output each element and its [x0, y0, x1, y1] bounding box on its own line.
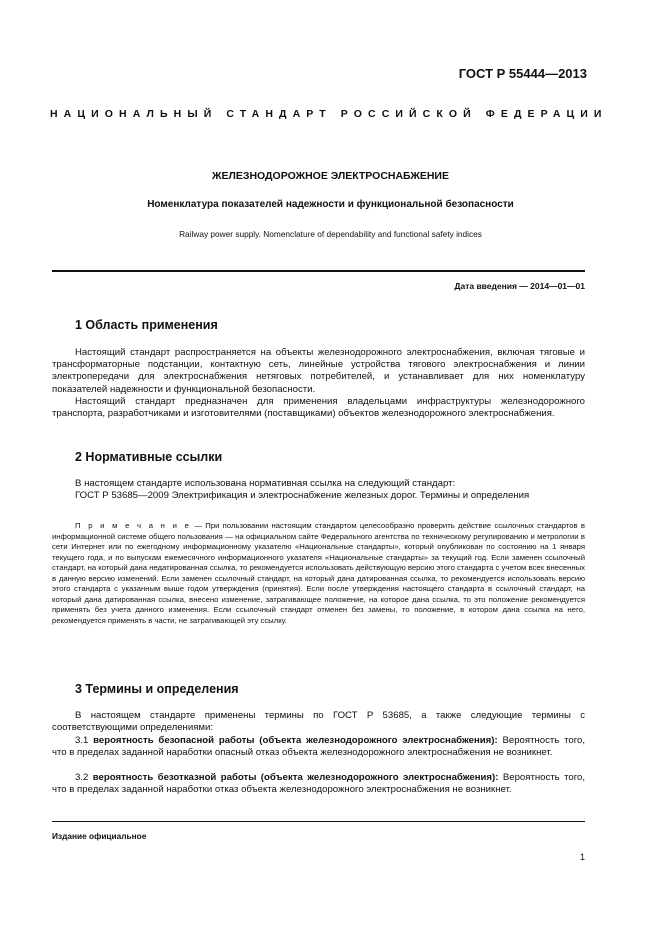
- term-3-2-number: 3.2: [75, 772, 93, 783]
- section-2-heading: 2 Нормативные ссылки: [75, 450, 223, 464]
- footer-divider: [52, 821, 585, 822]
- page-number: 1: [579, 852, 585, 862]
- section-2-note: [52, 521, 585, 626]
- note-text: — При пользовании настоящим стандартом целесообразно проверить действие ссылочных стандартов в информационной системе общего пользования — на официальном сайте Федерального агентства по техническому регулированию и метрологии в сети Интернет или по ежегодному информационному указателю «Национальные стандарты», который опубликован по состоянию на 1 января текущего года, и по выпускам ежемесячного информационного указателя «Национальные стандарты» за текущий год. Если заменен ссылочный стандарт, на который дана недатированная ссылка, то рекомендуется использовать действующую версию этого стандарта с учетом всех внесенных в данную версию изменений. Если заменен ссылочный стандарт, на который дана датированная ссылка, то рекомендуется использовать версию этого стандарта с указанным выше годом утверждения (принятия). Если после утверждения настоящего стандарта в ссылочный стандарт, на который дана датированная ссылка, внесено изменение, затрагивающее положение, на которое дана ссылка, то это положение рекомендуется применять без учета данного изменения. Если ссылочный стандарт отменен без замены, то положение, в котором дана ссылка на него, рекомендуется применять в части, не затрагивающей эту ссылку.: [52, 521, 585, 625]
- term-3-2-term: вероятность безотказной работы (объекта железнодорожного электроснабжения):: [92, 772, 499, 783]
- term-3-1: [52, 735, 585, 759]
- section-1-paragraph-1: Настоящий стандарт распространяется на объекты железнодорожного электроснабжения, включая тяговые и трансформаторные подстанции, контактную сеть, линейные устройства тягового электроснабжения и линии электропередачи для электроснабжения нетяговых потребителей, и устанавливает для них номенклатуру показателей надежности и функциональной безопасности.: [52, 347, 585, 395]
- term-3-1-term: вероятность безопасной работы (объекта железнодорожного электроснабжения):: [93, 735, 498, 746]
- official-edition-label: Издание официальное: [52, 831, 147, 841]
- english-title: Railway power supply. Nomenclature of dependability and functional safety indices: [179, 229, 482, 239]
- term-3-1-definition: Вероятность того, что в пределах заданной наработки опасный отказ объекта железнодорожного электроснабжения не возникнет.: [52, 735, 585, 759]
- term-3-2: [52, 772, 585, 796]
- introduction-date: Дата введения — 2014—01—01: [454, 281, 585, 291]
- gost-code: ГОСТ Р 55444—2013: [458, 66, 587, 81]
- section-1-heading: 1 Область применения: [75, 318, 218, 332]
- national-standard-banner: НАЦИОНАЛЬНЫЙ СТАНДАРТ РОССИЙСКОЙ ФЕДЕРАЦИИ: [50, 108, 608, 120]
- section-3-heading: 3 Термины и определения: [75, 682, 239, 696]
- section-1-paragraph-2: Настоящий стандарт предназначен для применения владельцами инфраструктуры железнодорожного транспорта, разработчиками и изготовителями (поставщиками) объектов железнодорожного электроснабжения.: [52, 396, 585, 420]
- term-3-2-definition: Вероятность того, что в пределах заданной наработки отказ объекта железнодорожного электроснабжения не возникнет.: [52, 772, 585, 796]
- title-divider: [52, 270, 585, 272]
- section-2-reference: ГОСТ Р 53685—2009 Электрификация и электроснабжение железных дорог. Термины и определения: [75, 490, 530, 501]
- document-title: ЖЕЛЕЗНОДОРОЖНОЕ ЭЛЕКТРОСНАБЖЕНИЕ: [212, 170, 449, 182]
- section-3-paragraph-1: В настоящем стандарте применены термины по ГОСТ Р 53685, а также следующие термины с соответствующими определениями:: [52, 710, 585, 734]
- document-subtitle: Номенклатура показателей надежности и функциональной безопасности: [147, 199, 514, 210]
- section-2-paragraph-1: В настоящем стандарте использована нормативная ссылка на следующий стандарт:: [75, 478, 456, 489]
- note-label: П р и м е ч а н и е: [75, 521, 192, 530]
- term-3-1-number: 3.1: [75, 735, 94, 746]
